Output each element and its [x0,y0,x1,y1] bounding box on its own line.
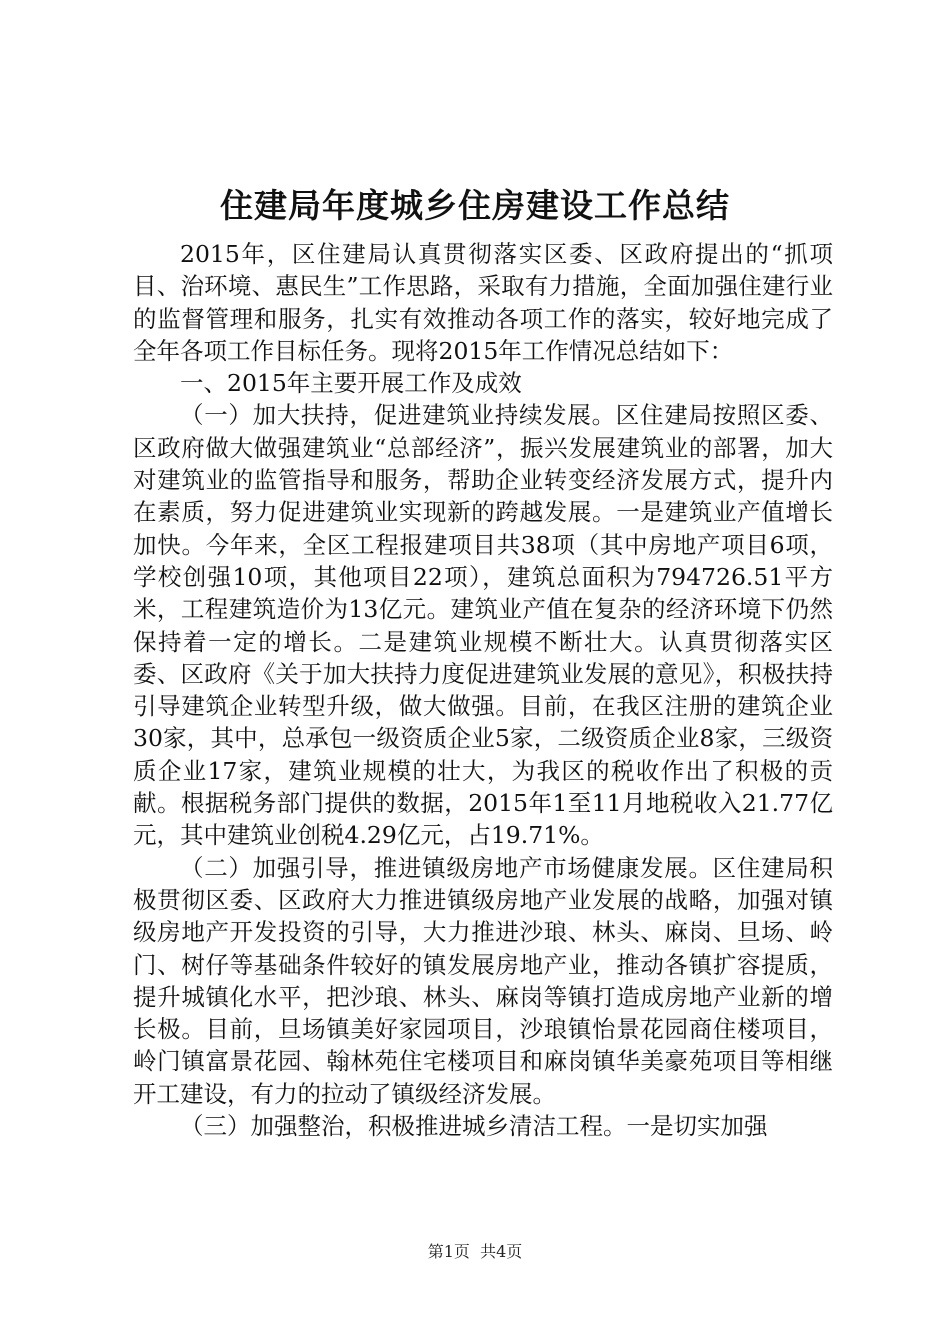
document-body [133,238,833,1142]
section-heading: 一、2015年主要开展工作及成效 [180,369,522,398]
section-2-paragraph: （二）加强引导，推进镇级房地产市场健康发展。区住建局积极贯彻区委、区政府大力推进镇级房地产业发展的战略，加强对镇级房地产开发投资的引导，大力推进沙琅、林头、麻岗、旦场、岭门、树仔等基础条件较好的镇发展房地产业，推动各镇扩容提质，提升城镇化水平，把沙琅、林头、麻岗等镇打造成房地产业新的增长极。目前，旦场镇美好家园项目，沙琅镇怡景花园商住楼项目，岭门镇富景花园、翰林苑住宅楼项目和麻岗镇华美豪苑项目等相继开工建设，有力的拉动了镇级经济发展。 [133,853,833,1108]
page-footer [0,1242,950,1262]
page-number: 第1页 [427,1242,470,1261]
section-3-paragraph: （三）加强整治，积极推进城乡清洁工程。一是切实加强 [180,1112,768,1141]
page-total: 共4页 [480,1242,523,1261]
document-title: 住建局年度城乡住房建设工作总结 [220,186,730,225]
intro-paragraph: 2015年，区住建局认真贯彻落实区委、区政府提出的“抓项目、治环境、惠民生”工作思路，采取有力措施，全面加强住建行业的监督管理和服务，扎实有效推动各项工作的落实，较好地完成了全年各项工作目标任务。现将2015年工作情况总结如下： [133,240,833,365]
section-1-paragraph: （一）加大扶持，促进建筑业持续发展。区住建局按照区委、区政府做大做强建筑业“总部经济”，振兴发展建筑业的部署，加大对建筑业的监管指导和服务，帮助企业转变经济发展方式，提升内在素质，努力促进建筑业实现新的跨越发展。一是建筑业产值增长加快。今年来，全区工程报建项目共38项（其中房地产项目6项，学校创强10项，其他项目22项），建筑总面积为794726.51平方米，工程建筑造价为13亿元。建筑业产值在复杂的经济环境下仍然保持着一定的增长。二是建筑业规模不断壮大。认真贯彻落实区委、区政府《关于加大扶持力度促进建筑业发展的意见》，积极扶持引导建筑企业转型升级，做大做强。目前，在我区注册的建筑企业30家，其中，总承包一级资质企业5家，二级资质企业8家，三级资质企业17家，建筑业规模的壮大，为我区的税收作出了积极的贡献。根据税务部门提供的数据，2015年1至11月地税收入21.77亿元，其中建筑业创税4.29亿元，占19.71%。 [133,401,833,850]
